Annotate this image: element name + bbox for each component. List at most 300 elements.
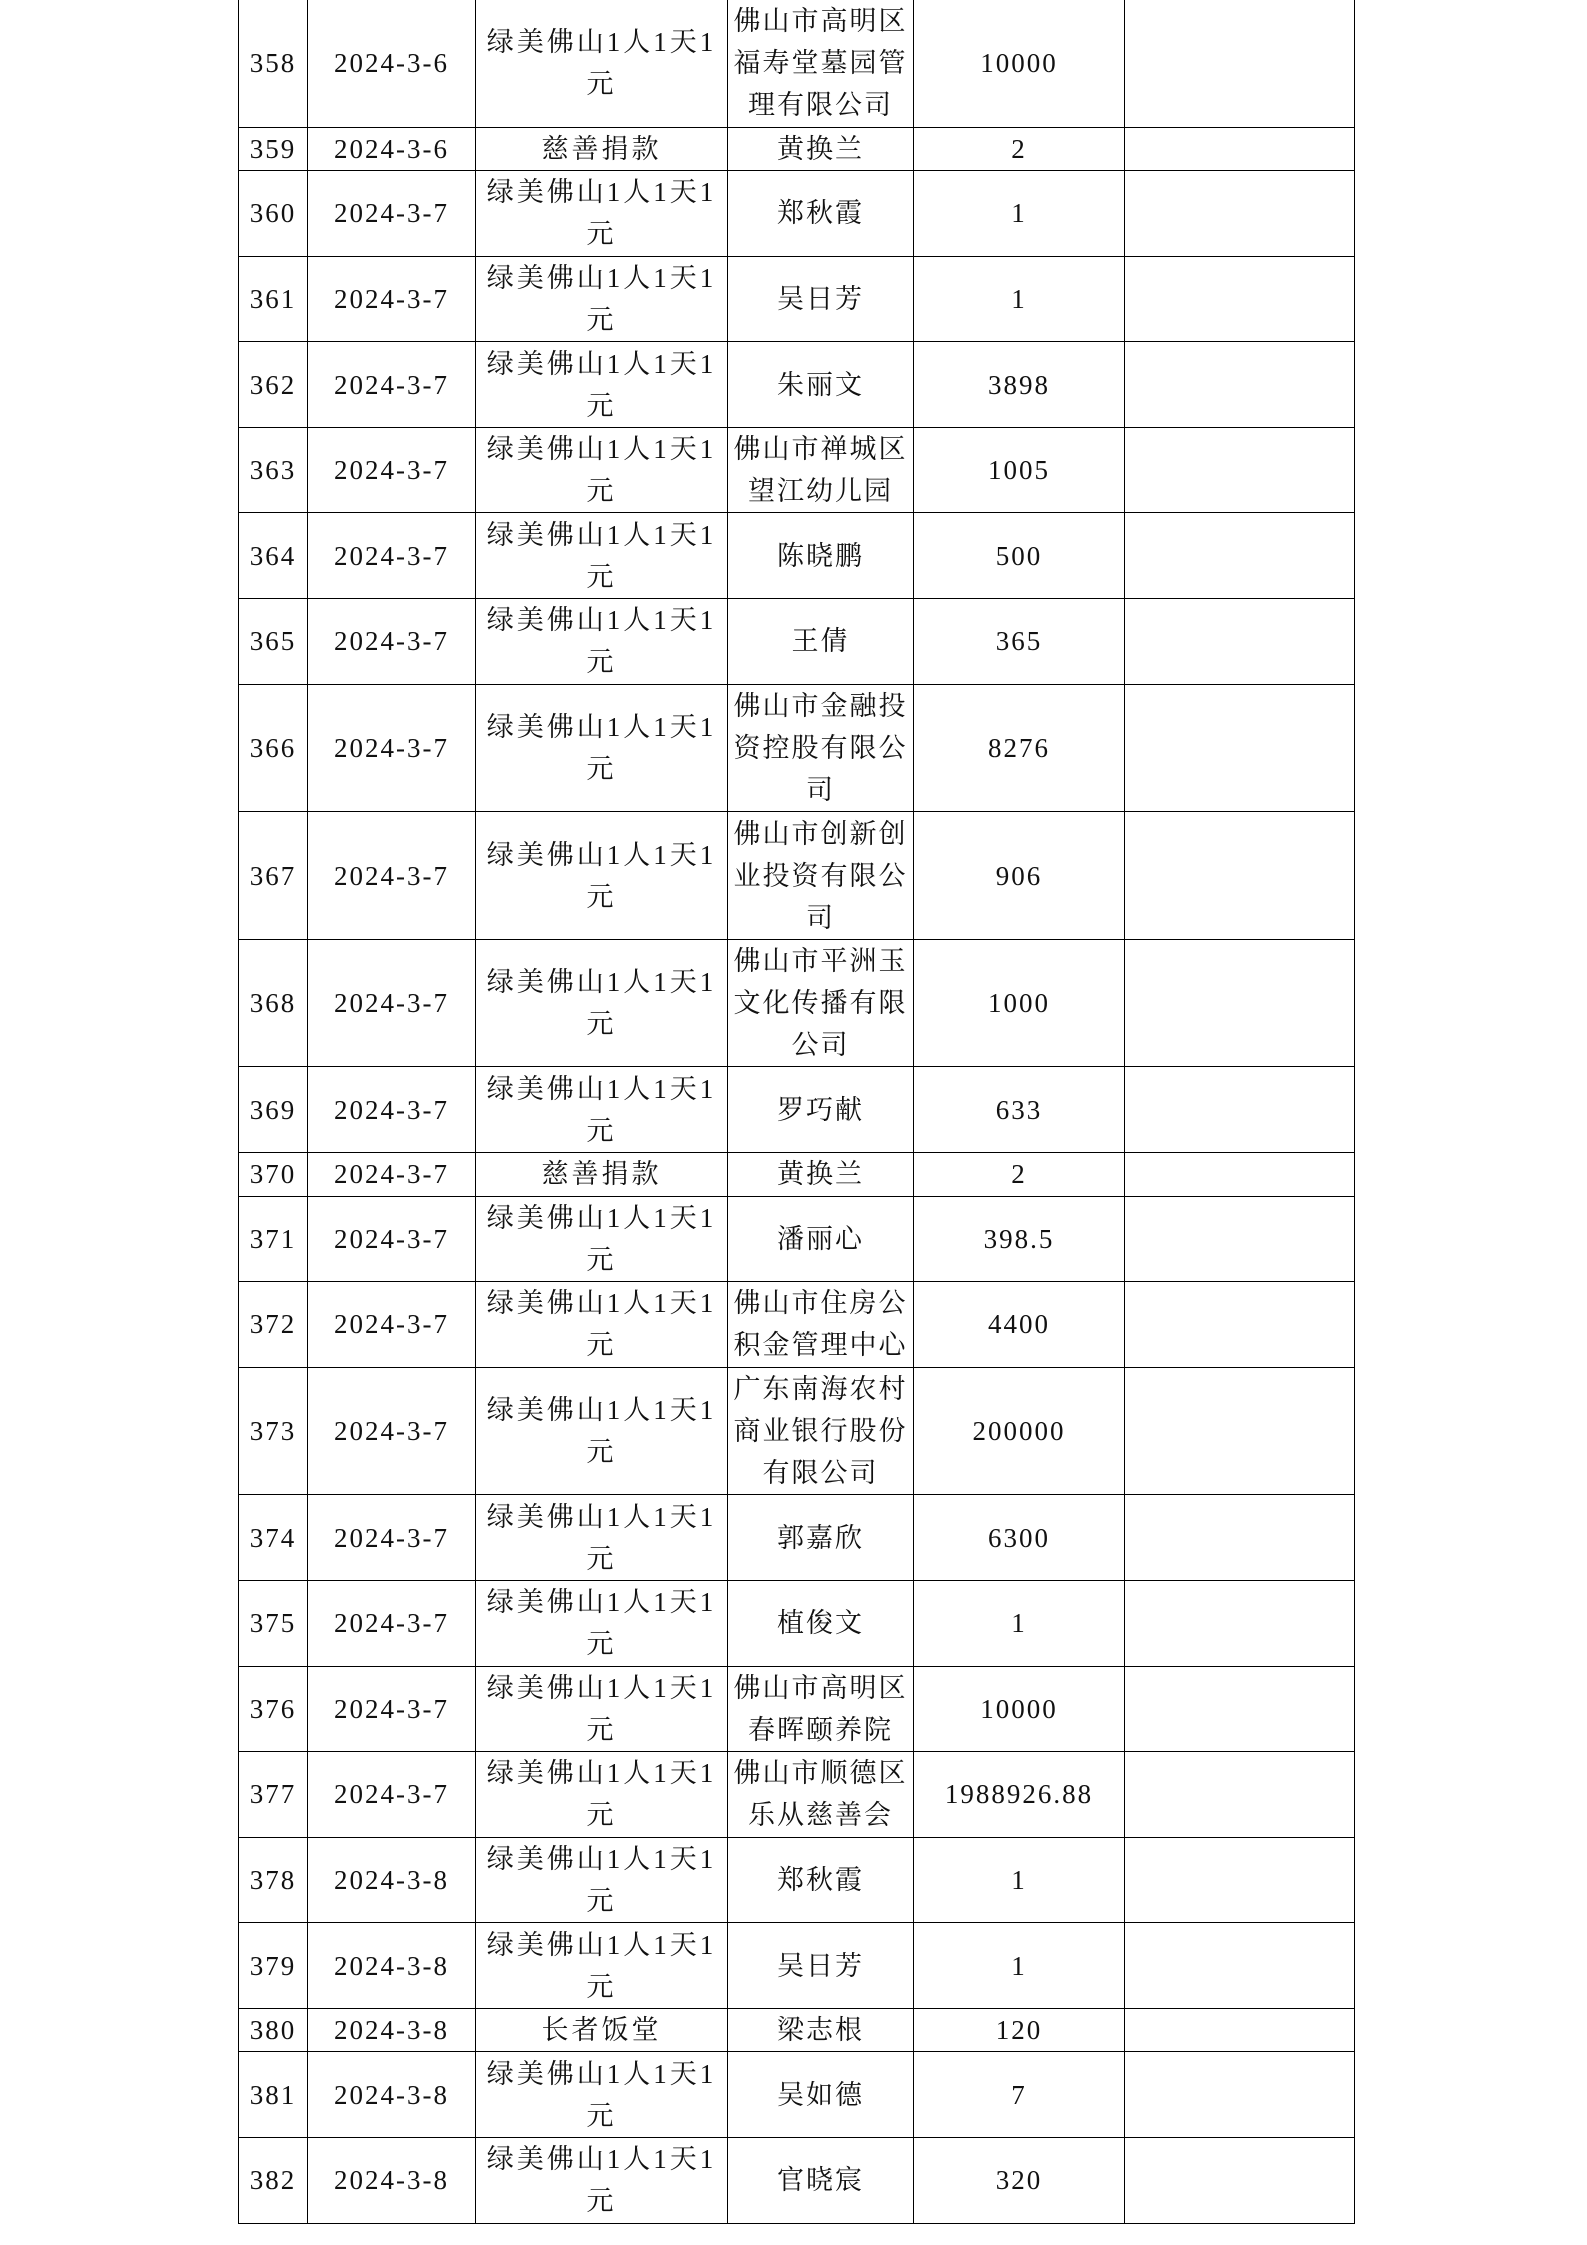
project-text: 绿美佛山1人1天1元 [486, 1202, 717, 1275]
amount-cell [914, 342, 1125, 427]
amount-text: 120 [995, 2015, 1043, 2046]
date-cell [308, 1838, 476, 1923]
table-row [239, 1838, 1355, 1924]
date-cell [308, 0, 476, 127]
amount-text: 1005 [988, 455, 1050, 486]
amount-text: 1 [1011, 283, 1027, 314]
date-cell [308, 2052, 476, 2137]
donor-cell [728, 2138, 914, 2223]
project-text: 绿美佛山1人1天1元 [486, 1501, 717, 1574]
row-number-text: 378 [249, 1864, 297, 1895]
project-text: 绿美佛山1人1天1元 [486, 1587, 717, 1660]
row-number-cell [239, 428, 308, 513]
project-cell [476, 1495, 728, 1580]
remark-cell [1125, 1667, 1355, 1752]
date-text: 2024-3-7 [334, 860, 449, 891]
date-text: 2024-3-7 [334, 626, 449, 657]
date-cell [308, 812, 476, 939]
row-number-cell [239, 128, 308, 171]
row-number-text: 382 [249, 2165, 297, 2196]
amount-cell [914, 1667, 1125, 1752]
remark-cell [1125, 128, 1355, 171]
row-number-cell [239, 171, 308, 256]
date-cell [308, 428, 476, 513]
row-number-cell [239, 1923, 308, 2008]
project-text: 绿美佛山1人1天1元 [486, 348, 717, 421]
remark-cell [1125, 257, 1355, 342]
project-cell [476, 1282, 728, 1367]
project-cell [476, 1752, 728, 1837]
date-cell [308, 1067, 476, 1152]
date-text: 2024-3-7 [334, 1416, 449, 1447]
table-row [239, 1581, 1355, 1667]
project-text: 绿美佛山1人1天1元 [486, 711, 717, 784]
remark-cell [1125, 1282, 1355, 1367]
date-text: 2024-3-8 [334, 1864, 449, 1895]
project-cell [476, 940, 728, 1067]
donor-text: 吴如德 [777, 2079, 864, 2110]
remark-cell [1125, 940, 1355, 1067]
row-number-text: 360 [249, 198, 297, 229]
donor-cell [728, 940, 914, 1067]
date-cell [308, 257, 476, 342]
row-number-cell [239, 513, 308, 598]
remark-cell [1125, 1153, 1355, 1196]
amount-cell [914, 940, 1125, 1067]
table-row [239, 1752, 1355, 1838]
row-number-cell [239, 1495, 308, 1580]
remark-cell [1125, 0, 1355, 127]
date-text: 2024-3-7 [334, 369, 449, 400]
amount-text: 2 [1011, 1159, 1027, 1190]
remark-cell [1125, 1752, 1355, 1837]
donor-cell [728, 1495, 914, 1580]
donor-text: 官晓宸 [777, 2165, 864, 2196]
project-text: 绿美佛山1人1天1元 [486, 519, 717, 592]
row-number-cell [239, 1752, 308, 1837]
donation-table [238, 0, 1355, 2224]
amount-text: 8276 [988, 732, 1050, 763]
row-number-cell [239, 812, 308, 939]
amount-cell [914, 428, 1125, 513]
amount-text: 1 [1011, 1608, 1027, 1639]
donor-cell [728, 1752, 914, 1837]
table-row [239, 2138, 1355, 2224]
remark-cell [1125, 171, 1355, 256]
amount-text: 1000 [988, 988, 1050, 1019]
amount-cell [914, 1838, 1125, 1923]
table-row [239, 1495, 1355, 1581]
project-cell [476, 812, 728, 939]
project-cell [476, 1667, 728, 1752]
project-text: 绿美佛山1人1天1元 [486, 27, 717, 100]
date-cell [308, 1581, 476, 1666]
remark-cell [1125, 342, 1355, 427]
row-number-text: 377 [249, 1779, 297, 1810]
date-text: 2024-3-8 [334, 2079, 449, 2110]
row-number-cell [239, 1368, 308, 1495]
date-cell [308, 1667, 476, 1752]
row-number-text: 368 [249, 988, 297, 1019]
row-number-cell [239, 2052, 308, 2137]
amount-cell [914, 1282, 1125, 1367]
row-number-cell [239, 2009, 308, 2052]
donor-cell [728, 257, 914, 342]
remark-cell [1125, 513, 1355, 598]
row-number-cell [239, 1067, 308, 1152]
amount-cell [914, 1197, 1125, 1282]
date-cell [308, 1752, 476, 1837]
donor-cell [728, 1067, 914, 1152]
date-text: 2024-3-7 [334, 988, 449, 1019]
donor-text: 佛山市高明区福寿堂墓园管理有限公司 [733, 6, 908, 121]
project-text: 绿美佛山1人1天1元 [486, 1929, 717, 2002]
amount-cell [914, 2138, 1125, 2223]
project-cell [476, 1153, 728, 1196]
table-row [239, 1368, 1355, 1496]
row-number-cell [239, 342, 308, 427]
table-row [239, 1067, 1355, 1153]
row-number-text: 359 [249, 133, 297, 164]
amount-cell [914, 1495, 1125, 1580]
amount-text: 398.5 [983, 1223, 1055, 1254]
amount-cell [914, 599, 1125, 684]
row-number-cell [239, 1282, 308, 1367]
date-cell [308, 940, 476, 1067]
row-number-text: 367 [249, 860, 297, 891]
project-text: 绿美佛山1人1天1元 [486, 434, 717, 507]
amount-text: 3898 [988, 369, 1050, 400]
donor-text: 佛山市顺德区乐从慈善会 [733, 1758, 908, 1831]
row-number-text: 376 [249, 1693, 297, 1724]
donor-text: 郑秋霞 [777, 1864, 864, 1895]
remark-cell [1125, 1368, 1355, 1495]
date-text: 2024-3-7 [334, 732, 449, 763]
table-row [239, 1153, 1355, 1197]
remark-cell [1125, 599, 1355, 684]
amount-cell [914, 1153, 1125, 1196]
table-row [239, 685, 1355, 813]
date-text: 2024-3-7 [334, 283, 449, 314]
row-number-text: 371 [249, 1223, 297, 1254]
project-text: 绿美佛山1人1天1元 [486, 262, 717, 335]
donor-cell [728, 685, 914, 812]
table-row [239, 342, 1355, 428]
date-cell [308, 599, 476, 684]
amount-text: 320 [995, 2165, 1043, 2196]
donor-cell [728, 513, 914, 598]
date-cell [308, 171, 476, 256]
table-row [239, 1923, 1355, 2009]
row-number-text: 365 [249, 626, 297, 657]
remark-cell [1125, 1067, 1355, 1152]
table-row [239, 128, 1355, 172]
table-row [239, 2009, 1355, 2053]
donor-text: 吴日芳 [777, 1950, 864, 1981]
amount-text: 500 [995, 540, 1043, 571]
project-text: 绿美佛山1人1天1元 [486, 839, 717, 912]
date-text: 2024-3-7 [334, 1779, 449, 1810]
donor-text: 佛山市金融投资控股有限公司 [733, 690, 908, 805]
row-number-text: 373 [249, 1416, 297, 1447]
donor-cell [728, 1282, 914, 1367]
table-row [239, 599, 1355, 685]
amount-cell [914, 1368, 1125, 1495]
remark-cell [1125, 428, 1355, 513]
row-number-text: 364 [249, 540, 297, 571]
donor-cell [728, 428, 914, 513]
project-cell [476, 428, 728, 513]
donor-text: 朱丽文 [777, 369, 864, 400]
donor-cell [728, 171, 914, 256]
amount-cell [914, 171, 1125, 256]
row-number-text: 370 [249, 1159, 297, 1190]
amount-text: 200000 [972, 1416, 1066, 1447]
donor-text: 罗巧献 [777, 1094, 864, 1125]
row-number-cell [239, 1197, 308, 1282]
remark-cell [1125, 2052, 1355, 2137]
donor-cell [728, 342, 914, 427]
amount-text: 1 [1011, 198, 1027, 229]
date-cell [308, 1495, 476, 1580]
date-text: 2024-3-8 [334, 2165, 449, 2196]
amount-cell [914, 1067, 1125, 1152]
row-number-cell [239, 1838, 308, 1923]
donor-text: 王倩 [791, 626, 850, 657]
project-text: 绿美佛山1人1天1元 [486, 1758, 717, 1831]
donor-cell [728, 1838, 914, 1923]
remark-cell [1125, 1838, 1355, 1923]
date-cell [308, 342, 476, 427]
project-text: 绿美佛山1人1天1元 [486, 1395, 717, 1468]
date-cell [308, 2138, 476, 2223]
project-cell [476, 1581, 728, 1666]
table-row [239, 257, 1355, 343]
row-number-text: 380 [249, 2015, 297, 2046]
row-number-cell [239, 940, 308, 1067]
amount-cell [914, 1752, 1125, 1837]
project-cell [476, 685, 728, 812]
amount-text: 1 [1011, 1950, 1027, 1981]
project-text: 绿美佛山1人1天1元 [486, 1288, 717, 1361]
date-text: 2024-3-7 [334, 1159, 449, 1190]
row-number-cell [239, 2138, 308, 2223]
remark-cell [1125, 1495, 1355, 1580]
row-number-cell [239, 1581, 308, 1666]
project-cell [476, 599, 728, 684]
project-cell [476, 1197, 728, 1282]
date-cell [308, 1153, 476, 1196]
amount-cell [914, 1923, 1125, 2008]
project-cell [476, 1923, 728, 2008]
date-cell [308, 1368, 476, 1495]
project-cell [476, 1067, 728, 1152]
donor-cell [728, 1923, 914, 2008]
donor-text: 黄换兰 [777, 133, 864, 164]
row-number-cell [239, 257, 308, 342]
amount-text: 1988926.88 [944, 1779, 1094, 1810]
date-text: 2024-3-7 [334, 1693, 449, 1724]
table-row [239, 1197, 1355, 1283]
table-row [239, 428, 1355, 514]
date-cell [308, 1923, 476, 2008]
date-text: 2024-3-7 [334, 540, 449, 571]
date-text: 2024-3-7 [334, 1094, 449, 1125]
row-number-text: 379 [249, 1950, 297, 1981]
table-row [239, 2052, 1355, 2138]
amount-cell [914, 257, 1125, 342]
amount-text: 6300 [988, 1522, 1050, 1553]
row-number-text: 375 [249, 1608, 297, 1639]
date-cell [308, 685, 476, 812]
donor-text: 植俊文 [777, 1608, 864, 1639]
donor-text: 郑秋霞 [777, 198, 864, 229]
project-cell [476, 1838, 728, 1923]
date-text: 2024-3-7 [334, 1608, 449, 1639]
donor-text: 梁志根 [777, 2015, 864, 2046]
date-cell [308, 1197, 476, 1282]
donor-cell [728, 2052, 914, 2137]
table-row [239, 1667, 1355, 1753]
donor-cell [728, 1368, 914, 1495]
table-row [239, 513, 1355, 599]
amount-text: 2 [1011, 133, 1027, 164]
date-text: 2024-3-7 [334, 1223, 449, 1254]
amount-text: 365 [995, 626, 1043, 657]
row-number-text: 369 [249, 1094, 297, 1125]
row-number-text: 362 [249, 369, 297, 400]
date-cell [308, 1282, 476, 1367]
row-number-cell [239, 1153, 308, 1196]
donor-text: 佛山市高明区春晖颐养院 [733, 1672, 908, 1745]
project-cell [476, 128, 728, 171]
project-cell [476, 0, 728, 127]
amount-text: 4400 [988, 1309, 1050, 1340]
remark-cell [1125, 1581, 1355, 1666]
date-text: 2024-3-6 [334, 133, 449, 164]
project-cell [476, 342, 728, 427]
amount-cell [914, 812, 1125, 939]
donor-text: 佛山市平洲玉文化传播有限公司 [733, 946, 908, 1061]
project-text: 慈善捐款 [541, 133, 662, 164]
row-number-cell [239, 599, 308, 684]
amount-text: 633 [995, 1094, 1043, 1125]
project-cell [476, 171, 728, 256]
row-number-text: 366 [249, 732, 297, 763]
donor-text: 郭嘉欣 [777, 1522, 864, 1553]
date-cell [308, 128, 476, 171]
date-text: 2024-3-7 [334, 455, 449, 486]
date-text: 2024-3-8 [334, 1950, 449, 1981]
amount-text: 10000 [980, 48, 1058, 79]
table-row [239, 1282, 1355, 1368]
remark-cell [1125, 1923, 1355, 2008]
remark-cell [1125, 1197, 1355, 1282]
project-text: 绿美佛山1人1天1元 [486, 1073, 717, 1146]
donor-text: 黄换兰 [777, 1159, 864, 1190]
row-number-text: 358 [249, 48, 297, 79]
row-number-cell [239, 685, 308, 812]
date-text: 2024-3-7 [334, 198, 449, 229]
donor-text: 吴日芳 [777, 283, 864, 314]
date-text: 2024-3-7 [334, 1309, 449, 1340]
row-number-cell [239, 1667, 308, 1752]
donor-text: 佛山市禅城区望江幼儿园 [733, 434, 908, 507]
donor-text: 广东南海农村商业银行股份有限公司 [733, 1374, 908, 1489]
project-text: 绿美佛山1人1天1元 [486, 1843, 717, 1916]
row-number-text: 372 [249, 1309, 297, 1340]
amount-cell [914, 2052, 1125, 2137]
project-cell [476, 257, 728, 342]
donor-cell [728, 812, 914, 939]
date-text: 2024-3-8 [334, 2015, 449, 2046]
row-number-text: 361 [249, 283, 297, 314]
amount-cell [914, 1581, 1125, 1666]
amount-cell [914, 128, 1125, 171]
project-text: 慈善捐款 [541, 1159, 662, 1190]
project-text: 绿美佛山1人1天1元 [486, 2058, 717, 2131]
project-text: 绿美佛山1人1天1元 [486, 2144, 717, 2217]
row-number-cell [239, 0, 308, 127]
date-cell [308, 2009, 476, 2052]
project-text: 绿美佛山1人1天1元 [486, 967, 717, 1040]
amount-cell [914, 513, 1125, 598]
remark-cell [1125, 685, 1355, 812]
donor-text: 陈晓鹏 [777, 540, 864, 571]
row-number-text: 374 [249, 1522, 297, 1553]
project-cell [476, 2138, 728, 2223]
donor-cell [728, 1581, 914, 1666]
project-cell [476, 513, 728, 598]
project-cell [476, 2052, 728, 2137]
donor-cell [728, 1667, 914, 1752]
amount-cell [914, 0, 1125, 127]
donor-text: 佛山市住房公积金管理中心 [733, 1288, 908, 1361]
amount-text: 7 [1011, 2079, 1027, 2110]
amount-cell [914, 2009, 1125, 2052]
remark-cell [1125, 2138, 1355, 2223]
donor-cell [728, 2009, 914, 2052]
donor-cell [728, 599, 914, 684]
project-text: 绿美佛山1人1天1元 [486, 177, 717, 250]
row-number-text: 363 [249, 455, 297, 486]
project-cell [476, 1368, 728, 1495]
table-row [239, 0, 1355, 128]
date-text: 2024-3-7 [334, 1522, 449, 1553]
date-cell [308, 513, 476, 598]
donor-text: 潘丽心 [777, 1223, 864, 1254]
donor-cell [728, 1197, 914, 1282]
project-cell [476, 2009, 728, 2052]
donor-cell [728, 1153, 914, 1196]
donor-text: 佛山市创新创业投资有限公司 [733, 818, 908, 933]
donor-cell [728, 128, 914, 171]
amount-text: 1 [1011, 1864, 1027, 1895]
remark-cell [1125, 812, 1355, 939]
amount-text: 10000 [980, 1693, 1058, 1724]
project-text: 绿美佛山1人1天1元 [486, 605, 717, 678]
row-number-text: 381 [249, 2079, 297, 2110]
amount-cell [914, 685, 1125, 812]
date-text: 2024-3-6 [334, 48, 449, 79]
table-row [239, 940, 1355, 1068]
remark-cell [1125, 2009, 1355, 2052]
project-text: 长者饭堂 [541, 2015, 662, 2046]
donor-cell [728, 0, 914, 127]
amount-text: 906 [995, 860, 1043, 891]
project-text: 绿美佛山1人1天1元 [486, 1672, 717, 1745]
table-row [239, 171, 1355, 257]
